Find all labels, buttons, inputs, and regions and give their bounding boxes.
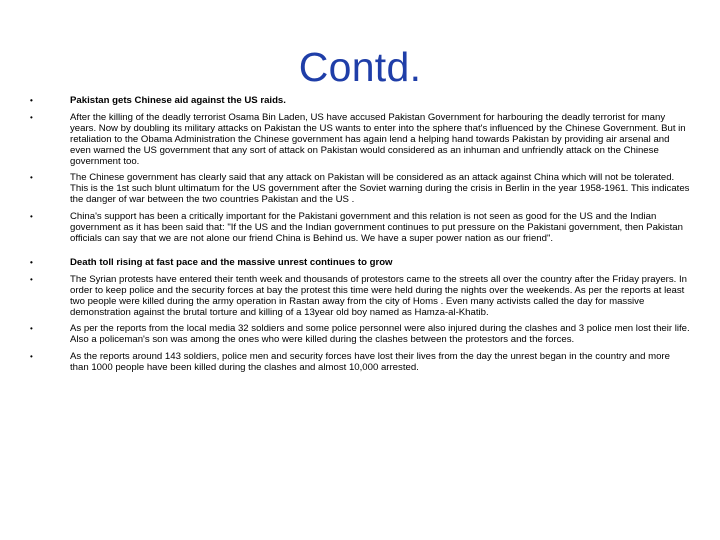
section2-heading-item xyxy=(30,258,690,269)
bullet-icon: • xyxy=(30,112,33,122)
section2-heading: Death toll rising at fast pace and the massive unrest continues to grow xyxy=(70,256,393,268)
paragraph-text: After the killing of the deadly terrorist Osama Bin Laden, US have accused Pakistan Government for harbouring the deadly terrorist for many years. Now by doubling its military attacks on Pakistan the US wants to enter into the sphere that's influenced by the Chinese Government. But in retaliation to the Obama Administration the Chinese government has again lend a helping hand towards Pakistan by providing air arsenal and even warned the US government that any sort of attack on Pakistan would considered as an inhuman and unfriendly attack on the Chinese government too. xyxy=(70,111,686,167)
section1-heading: Pakistan gets Chinese aid against the US raids. xyxy=(70,95,286,106)
slide-content xyxy=(30,96,690,374)
bullet-icon: • xyxy=(30,352,33,362)
paragraph-text: As the reports around 143 soldiers, police men and security forces have lost their lives from the day the unrest began in the country and more than 1000 people have been killed during the clashes and almost 10,000 arrested. xyxy=(70,351,670,374)
bullet-icon: • xyxy=(30,274,33,284)
bullet-icon: • xyxy=(30,96,33,105)
bullet-icon: • xyxy=(30,324,33,334)
bullet-icon: • xyxy=(30,257,33,267)
list-item xyxy=(30,173,690,206)
bullet-icon: • xyxy=(30,173,33,183)
list-item xyxy=(30,212,690,245)
list-item xyxy=(30,324,690,346)
paragraph-text: The Syrian protests have entered their tenth week and thousands of protestors came to the streets all over the country after the Friday prayers. In order to keep police and the security forces at bay the protest this time were held during the nights over the weekends. As per the reports at least two people were killed during the army operation in Rastan away from the city of Homs . Even many activists called the day for massive demonstration against the brutal torture and killing of a 13year old boy named as Hamza-al-Khatib. xyxy=(70,273,687,318)
paragraph-text: As per the reports from the local media 32 soldiers and some police personnel were also injured during the clashes and 3 police men lost their life. Also a policeman's son was among the ones who were killed during the clashes between the protestors and the forces. xyxy=(70,323,690,346)
bullet-icon: • xyxy=(30,212,33,222)
paragraph-text: The Chinese government has clearly said that any attack on Pakistan will be considered as an attack against China which will not be tolerated. This is the 1st such blunt ultimatum for the US government after the Soviet warning during the crisis in Berlin in the year 1958-1961. This indicates the danger of war between the two countries Pakistan and the US . xyxy=(70,172,690,206)
list-item xyxy=(30,275,690,319)
list-item xyxy=(30,113,690,168)
paragraph-text: China's support has been a critically important for the Pakistani government and this relation is not seen as good for the US and the Indian government as it has been said that: "If the US and the Indian government continues to put pressure on the Pakistani government, then Pakistan officials can say that we are not alone our friend China is Behind us. We have a super power nation as our friend". xyxy=(70,211,683,244)
section1-heading-item xyxy=(30,96,690,107)
slide-title: Contd. xyxy=(298,44,422,90)
list-item xyxy=(30,352,690,374)
